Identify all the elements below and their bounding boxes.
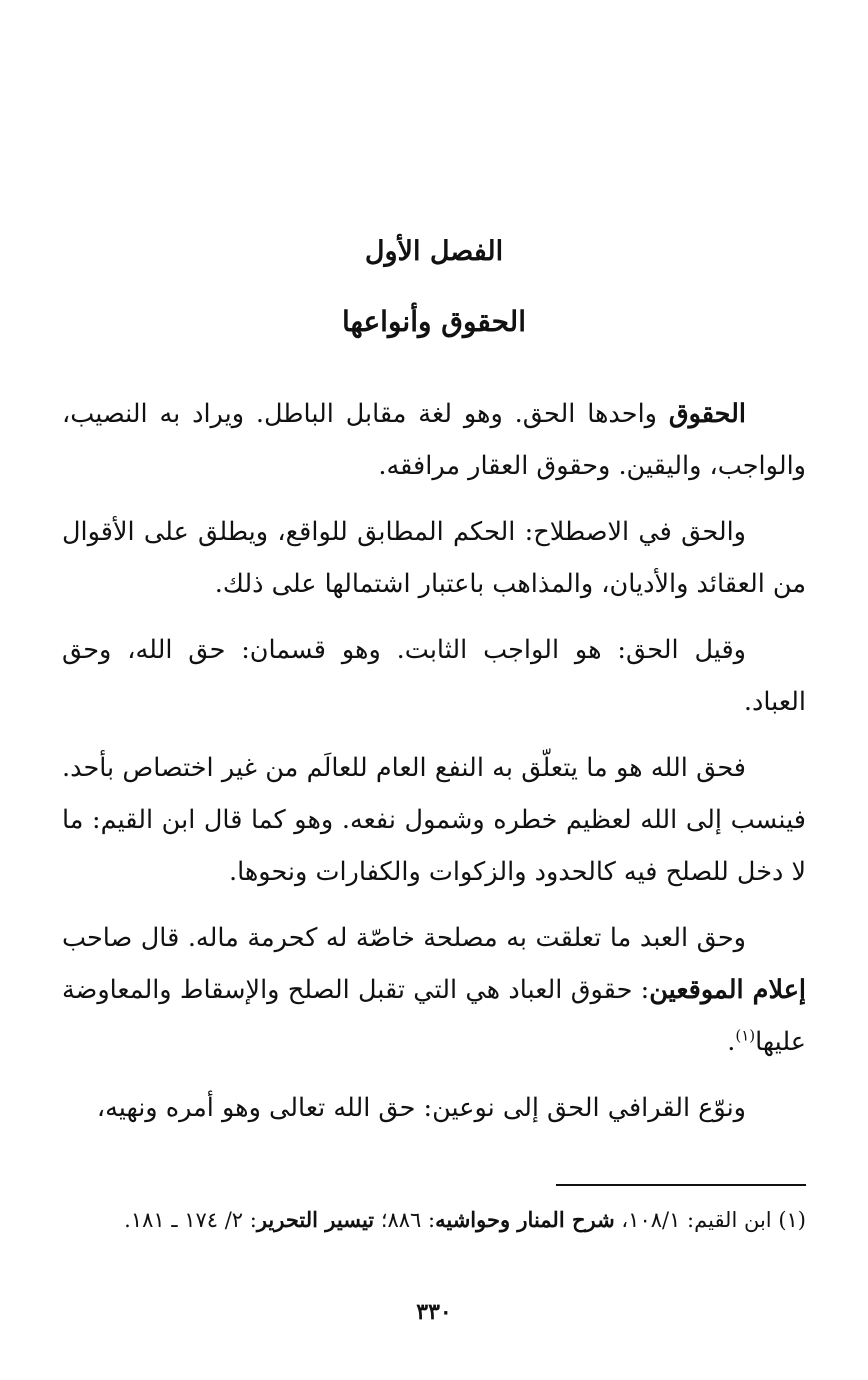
paragraph-4: فحق الله هو ما يتعلّق به النفع العام للعالَم من غير اختصاص بأحد. فينسب إلى الله لعظيم خطره وشمول نفعه. وهو كما قال ابن القيم: ما لا دخل للصلح فيه كالحدود والزكوات والكفارات ونحوها. bbox=[62, 753, 806, 887]
paragraph-5 bbox=[62, 912, 806, 1068]
term-huquq: الحقوق bbox=[668, 399, 746, 429]
book-title-ilam: إعلام الموقعين bbox=[649, 975, 806, 1005]
paragraph-2: والحق في الاصطلاح: الحكم المطابق للواقع، ويطلق على الأقوال من العقائد والأديان، والمذاهب باعتبار اشتمالها على ذلك. bbox=[62, 517, 806, 599]
chapter-label: الفصل الأول bbox=[364, 236, 504, 267]
chapter-title: الحقوق وأنواعها bbox=[342, 305, 526, 338]
footnote-reference: (١) bbox=[735, 1026, 756, 1045]
paragraph-1 bbox=[62, 388, 806, 492]
paragraph-1-text: واحدها الحق. وهو لغة مقابل الباطل. ويراد به النصيب، والواجب، واليقين. وحقوق العقار مرافقه. bbox=[62, 399, 806, 481]
footnote-number: (١) bbox=[778, 1208, 806, 1232]
paragraph-3: وقيل الحق: هو الواجب الثابت. وهو قسمان: حق الله، وحق العباد. bbox=[62, 635, 806, 717]
footnote-separator bbox=[556, 1184, 806, 1186]
footnote-book-1: شرح المنار وحواشيه bbox=[435, 1207, 615, 1232]
footnote bbox=[62, 1200, 806, 1240]
footnote-part-1: ابن القيم: ١٠٨/١، bbox=[614, 1208, 779, 1232]
page-number: ٣٣٠ bbox=[416, 1299, 452, 1325]
footnote-part-3: : ٢/ ١٧٤ ـ ١٨١. bbox=[124, 1208, 257, 1232]
paragraph-6: ونوّع القرافي الحق إلى نوعين: حق الله تعالى وهو أمره ونهيه، bbox=[96, 1093, 746, 1123]
paragraph-5-after: : حقوق العباد هي التي تقبل الصلح والإسقاط والمعاوضة عليها bbox=[62, 975, 806, 1057]
paragraph-5-end: . bbox=[727, 1027, 736, 1057]
paragraph-5-before: وحق العبد ما تعلقت به مصلحة خاصّة له كحرمة ماله. قال صاحب bbox=[62, 923, 746, 953]
footnote-part-2: : ٨٨٦؛ bbox=[374, 1208, 436, 1232]
main-text bbox=[62, 388, 806, 1148]
footnote-book-2: تيسير التحرير bbox=[256, 1207, 375, 1232]
